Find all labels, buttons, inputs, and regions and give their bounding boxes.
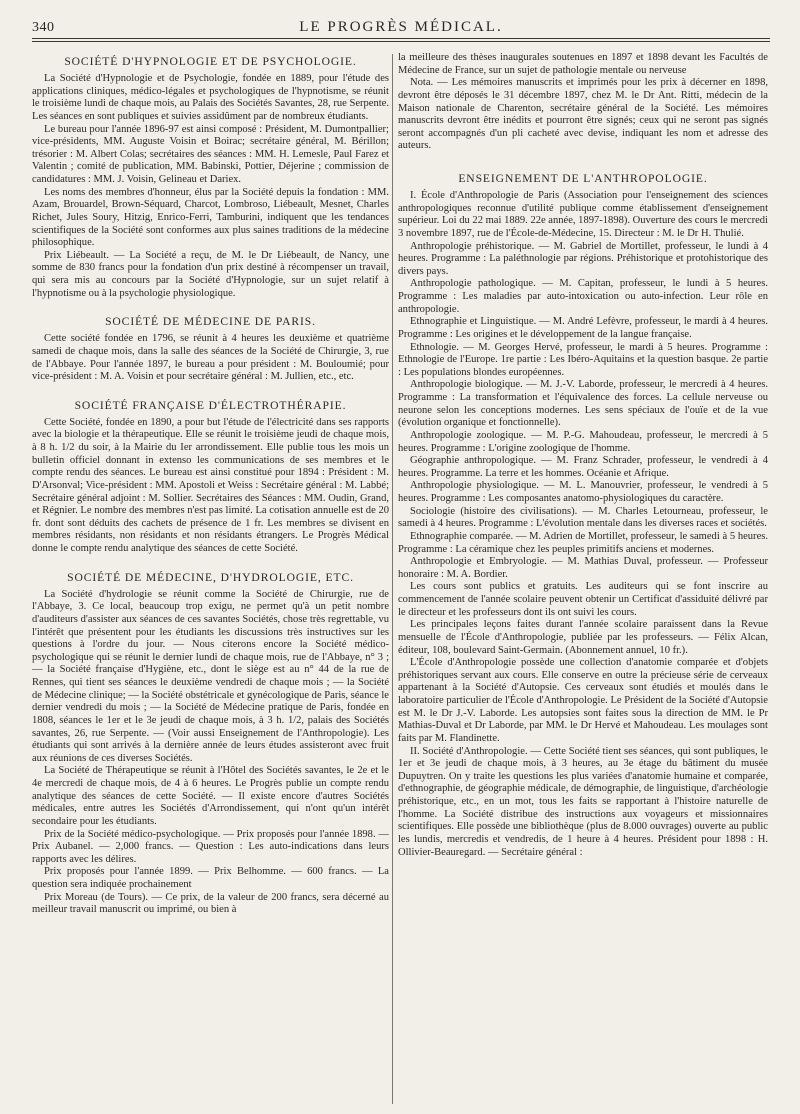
paragraph: Anthropologie physiologique. — M. L. Manouvrier, professeur, le vendredi à 5 heures. Programme : Les composantes anatomo-physiologiques du caractère. <box>398 480 768 504</box>
paragraph: Ethnographie et Linguistique. — M. André Lefèvre, professeur, le mardi à 4 heures. Programme : Les origines et le développement de la langue française. <box>398 316 768 340</box>
section-title-hydrologie: SOCIÉTÉ DE MÉDECINE, D'HYDROLOGIE, ETC. <box>67 570 354 584</box>
paragraph: Prix Liébeault. — La Société a reçu, de M. le Dr Liébeault, de Nancy, une somme de 830 francs pour la fondation d'un prix destiné à récompenser un travail, qui sera mis au concours par la Société d'Hypnologie, sur un sujet relatif à l'hypnotisme ou à la psychologie physiologique. <box>32 249 389 299</box>
paragraph: II. Société d'Anthropologie. — Cette Société tient ses séances, qui sont publiques, le 1er et 3e jeudi de chaque mois, à 3 heures, au 3e étage du bâtiment du musée Dupuytren. On y traite les questions les plus variées d'anatomie humaine et comparée, d'ethnographie, de géographie médicale, de démographie, de linguistique, d'archéologie préhistorique, etc., en un mot, tous les faits se rapportant à l'histoire naturelle de l'homme. La Société distribue des instructions aux voyageurs et missionnaires scientifiques. Elle possède une bibliothèque (plus de 8.000 ouvrages) ouverte au public les lundis, mercredis et vendredis, de 1 heure à 4 heures. Président pour 1898 : H. Ollivier-Beauregard. — Secrétaire général : <box>398 745 768 858</box>
paragraph: Prix Moreau (de Tours). — Ce prix, de la valeur de 200 francs, sera décerné au meilleur travail manuscrit ou imprimé, ou bien à <box>32 891 389 916</box>
page-header <box>32 14 770 40</box>
paragraph: Ethnographie comparée. — M. Adrien de Mortillet, professeur, le samedi à 5 heures. Programme : La céramique chez les peuples primitifs anciens et modernes. <box>398 530 768 555</box>
paragraph: la meilleure des thèses inaugurales soutenues en 1897 et 1898 devant les Facultés de Médecine de France, sur un sujet de pathologie mentale ou nerveuse <box>398 52 768 76</box>
paragraph: Anthropologie biologique. — M. J.-V. Laborde, professeur, le mercredi à 4 heures. Programme : La transformation et l'équivalence des forces. La cellule nerveuse ou neurone selon les conceptions modernes. Les sens spéciaux de l'ouïe et de la vue (évolution organique et fonctionnelle). <box>398 379 768 429</box>
paragraph: Prix proposés pour l'année 1899. — Prix Belhomme. — 600 francs. — La question sera indiquée prochainement <box>32 866 389 890</box>
paragraph: Anthropologie préhistorique. — M. Gabriel de Mortillet, professeur, le lundi à 4 heures. Programme : La paléthnologie par régions. Préhistorique et protohistorique des divers pays. <box>398 240 768 277</box>
left-column <box>32 52 389 1106</box>
page-number: 340 <box>32 20 55 35</box>
paragraph: L'École d'Anthropologie possède une collection d'anatomie comparée et d'objets préhistoriques servant aux cours. Elle conserve en outre la précieuse série de cerveaux appartenant à la Société d'Autopsie. Ces cerveaux sont étudiés et moulés dans le laboratoire particulier de l'École d'Anthropologie. Le Président de la Société d'Autopsie est M. le Dr J.-V. Laborde. Les autopsies sont faites sous la direction de MM. le Pr Mathias-Duval et Dr Laborde, par MM. le Dr Hervé et Mahoudeau. Les moulages sont faits par M. Flandinette. <box>398 657 768 744</box>
paragraph: Ethnologie. — M. Georges Hervé, professeur, le mardi à 5 heures. Programme : Ethnologie de l'Europe. 1re partie : Les Ibéro-Aquitains et la question basque. 2e partie : Les populations blondes européennes. <box>398 341 768 378</box>
section-title-medecine-paris: SOCIÉTÉ DE MÉDECINE DE PARIS. <box>105 315 316 329</box>
section-title-electrotherapie: SOCIÉTÉ FRANÇAISE D'ÉLECTROTHÉRAPIE. <box>74 398 347 412</box>
paragraph: Les noms des membres d'honneur, élus par la Société depuis la fondation : MM. Azam, Brouardel, Brown-Séquard, Charcot, Lombroso, Liébeault, Mesnet, Charles Richet, Jules Soury, Hitzig, Enrico-Ferri, Tamburini, indiquent que les tendances scientifiques de la Société sont conformes aux plus saines traditions de la médecine philosophique. <box>32 186 389 249</box>
paragraph: Nota. — Les mémoires manuscrits et imprimés pour les prix à décerner en 1898, devront être déposés le 31 décembre 1897, chez M. le Dr Ant. Ritti, médecin de la Maison nationale de Charenton, secrétaire général de la Société. Les mémoires manuscrits devront être inédits et pourront être signés; ceux qui ne seront pas signés seront accompagnés d'un pli cacheté avec devise, indiquant les nom et adresse des auteurs. <box>398 77 768 152</box>
paragraph: La Société de Thérapeutique se réunit à l'Hôtel des Sociétés savantes, le 2e et le 4e mercredi de chaque mois, de 4 à 6 heures. Le Progrès publie un compte rendu analytique des séances de cette Société. — Il existe encore d'autres Sociétés médicales, entre autres les Sociétés d'Arrondissement, qui n'ont qu'un intérêt secondaire pour les étudiants. <box>32 765 389 827</box>
paragraph: Anthropologie pathologique. — M. Capitan, professeur, le lundi à 5 heures. Programme : Les maladies par auto-intoxication ou auto-infection. Leur rôle en anthropologie. <box>398 278 768 315</box>
paragraph: Cette société fondée en 1796, se réunit à 4 heures les deuxième et quatrième samedi de chaque mois, dans la salle des séances de la Société de Chirurgie, 3, rue de l'Abbaye. Pour l'année 1897, le bureau a pour président : M. Bouloumié; pour vice-président : M. A. Voisin et pour secrétaire général : M. Jullien, etc., etc. <box>32 333 389 383</box>
running-title: LE PROGRÈS MÉDICAL. <box>299 19 503 35</box>
paragraph: Prix de la Société médico-psychologique. — Prix proposés pour l'année 1898. — Prix Aubanel. — 2,000 francs. — Question : Les auto-indications dans leurs rapports avec les délires. <box>32 828 389 865</box>
paragraph: Les principales leçons faites durant l'année scolaire paraissent dans la Revue mensuelle de l'École d'Anthropologie, publiée par les professeurs. — Félix Alcan, éditeur, 108, boulevard Saint-Germain. (Abonnement annuel, 10 fr.). <box>398 619 768 656</box>
paragraph: Anthropologie et Embryologie. — M. Mathias Duval, professeur. — Professeur honoraire : M. A. Bordier. <box>398 556 768 580</box>
paragraph: Sociologie (histoire des civilisations). — M. Charles Letourneau, professeur, le samedi à 4 heures. Programme : L'évolution mentale dans les diverses races et sociétés. <box>398 505 768 530</box>
header-rule <box>32 38 770 42</box>
section-title-anthropologie: ENSEIGNEMENT DE L'ANTHROPOLOGIE. <box>458 172 708 185</box>
paragraph: I. École d'Anthropologie de Paris (Association pour l'enseignement des sciences anthropologiques reconnue d'utilité publique comme établissement d'enseignement supérieur. Loi du 22 mai 1889. 22e année, 1897-1898). Ouverture des cours le mercredi 3 novembre 1897, rue de l'École-de-Médecine, 15. Directeur : M. le Dr H. Thulié. <box>398 190 768 239</box>
right-column <box>398 52 768 1106</box>
paragraph: Anthropologie zoologique. — M. P.-G. Mahoudeau, professeur, le mercredi à 5 heures. Programme : L'origine zoologique de l'homme. <box>398 429 768 454</box>
paragraph: Le bureau pour l'année 1896-97 est ainsi composé : Président, M. Dumontpallier; vice-présidents, MM. Auguste Voisin et Boirac; secrétaire général, M. Bérillon; trésorier : M. Albert Colas; secrétaires des séances : MM. H. Lemesle, Paul Farez et Valentin ; comité de publication, MM. Babinski, Pottier, Déjerine ; commission de candidatures : MM. J. Voisin, Gelineau et Dariex. <box>32 123 389 185</box>
paragraph: Cette Société, fondée en 1890, a pour but l'étude de l'électricité dans ses rapports avec la biologie et la thérapeutique. Elle se réunit le troisième jeudi de chaque mois, à 8 h. 1/2 du soir, à la Mairie du Ier arrondissement. Elle publie tous les mois un bulletin officiel donnant in extenso les communications de ses membres et le compte rendu des séances. Le bureau est ainsi constitué pour 1894 : Président : M. D'Arsonval; Vice-président : MM. Apostoli et Weiss : Secrétaire général : M. Labbé; Secrétaire général adjoint : M. Sollier. Secrétaires des Séances : MM. Oudin, Grand, et Régnier. Le nombre des membres n'est pas limité. La cotisation annuelle est de 20 fr. dont sont déduits des cachets de présence de 1 fr. Les membres se divisent en membres résidants, non résidants et non résidants étrangers. Le Progrès Médical donne le compte rendu analytique des séances de cette Société. <box>32 416 389 554</box>
paragraph: La Société d'hydrologie se réunit comme la Société de Chirurgie, rue de l'Abbaye, 3. Ce local, beaucoup trop exigu, ne permet qu'à un petit nombre d'auditeurs d'assister aux séances de ces savantes Sociétés, chose très regrettable, vu l'intérêt que présentent pour les étudiants les discussions très instructives sur les questions à l'ordre du jour. — Nous citerons encore la Société médico-psychologique qui se réunit le dernier lundi de chaque mois, rue de l'Abbaye, n° 3 ; — la Société française d'Hygiène, etc., dont le siège est au n° 44 de la rue de Rennes, qui tient ses séances le deuxième vendredi de chaque mois ; — la Société de Médecine clinique; — la Société obstétricale et gynécologique de Paris, séance le dernier vendredi du mois ; — la Société de Médecine pratique de Paris, fondée en 1808, séances le 1er et le 3e jeudi de chaque mois, à 3 h. 1/2, palais des Sociétés savantes, 26, rue Serpente. — (Voir aussi Enseignement de l'Anthropologie). Les étudiants qui sont arrivés à la dernière année de leurs études assisteront avec fruit aux réunions de ces diverses Sociétés. <box>32 588 389 764</box>
section-title-hypnologie: SOCIÉTÉ D'HYPNOLOGIE ET DE PSYCHOLOGIE. <box>64 55 357 68</box>
paragraph: Les cours sont publics et gratuits. Les auditeurs qui se font inscrire au commencement de l'année scolaire peuvent obtenir un Certificat d'assiduité délivré par le directeur et les professeurs dont ils ont suivi les cours. <box>398 581 768 618</box>
column-divider <box>392 54 393 1104</box>
paragraph: Géographie anthropologique. — M. Franz Schrader, professeur, le vendredi à 4 heures. Programme. La terre et les hommes. Océanie et Afrique. <box>398 455 768 479</box>
paragraph: La Société d'Hypnologie et de Psychologie, fondée en 1889, pour l'étude des applications cliniques, médico-légales et psychologiques de l'hypnotisme, se réunit le troisième lundi de chaque mois, au Palais des Sociétés Savantes, 28, rue Serpente. Les séances en sont publiques et suivies assidûment par de nombreux étudiants. <box>32 73 389 122</box>
